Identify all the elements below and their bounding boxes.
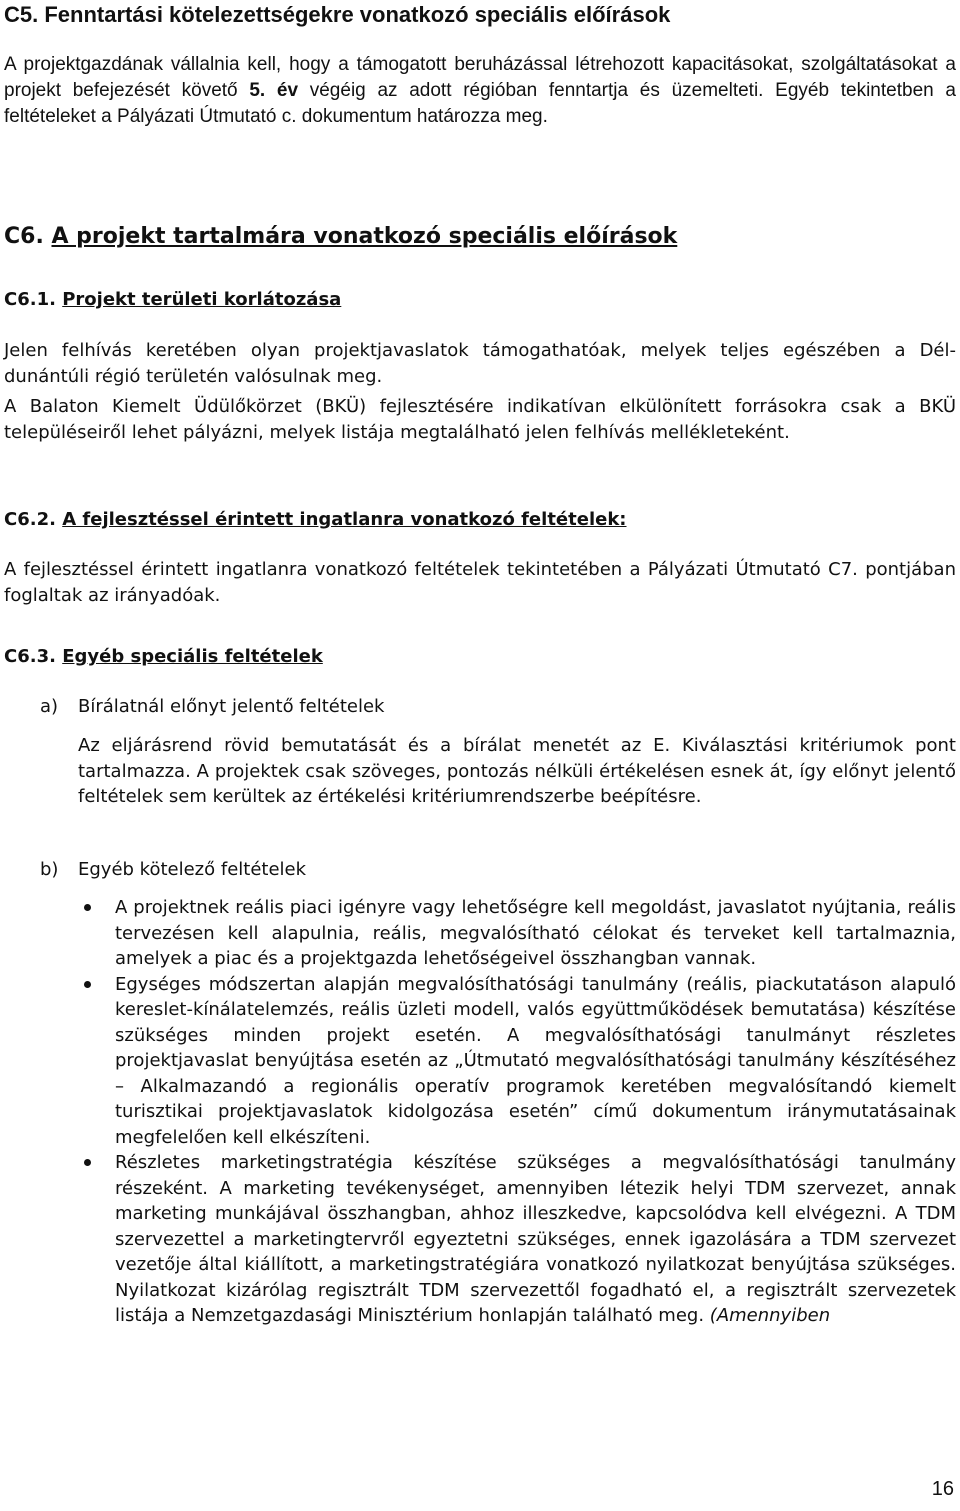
section-c6-1-heading: [4, 288, 956, 312]
item-b-title: Egyéb kötelező feltételek: [78, 859, 307, 880]
item-b-label: b): [40, 859, 59, 880]
c6-1-paragraph-1: Jelen felhívás keretében olyan projektjavaslatok támogathatóak, melyek teljes egészében a Dél-dunántúli régió területén valósulnak meg.: [4, 340, 956, 387]
c6-3-title: Egyéb speciális feltételek: [62, 646, 323, 667]
c5-text-part-1: A projektgazdának vállalnia kell, hogy a támogatott beruházással létrehozott kapacitásokat, szolgáltatásokat a projekt befejezését követő: [4, 54, 956, 101]
list-item-text: A projektnek reális piaci igényre vagy lehetőségre kell megoldást, javaslatot nyújtania, reális tervezésen kell alapulnia, reális, megvalósítható célokat és terveket kell tartalmaznia, amelyek a piac és a projektgazda lehetőségeivel összhangban vannak.: [115, 897, 956, 969]
c6-1-paragraph-2: A Balaton Kiemelt Üdülőkörzet (BKÜ) fejlesztésére indikatívan elkülönített forrásokra csak a BKÜ településeiről lehet pályázni, melyek listája megtalálható jelen felhívás mellékleteként.: [4, 396, 956, 443]
item-a-heading: [40, 694, 956, 720]
bullet-icon: [84, 981, 91, 988]
item-a-title: Bírálatnál előnyt jelentő feltételek: [78, 696, 385, 717]
section-c6-3-heading: [4, 645, 956, 669]
c5-text-part-2: végéig az adott régióban fenntartja és üzemelteti. Egyéb tekintetben a feltételeket a Pályázati Útmutató c. dokumentum határozza meg.: [4, 80, 956, 127]
item-a-label: a): [40, 696, 59, 717]
list-item: [4, 895, 956, 972]
item-a-paragraph: Az eljárásrend rövid bemutatását és a bírálat menetét az E. Kiválasztási kritériumok pont tartalmazza. A projektek csak szöveges, pontozás nélküli értékelésen esnek át, így előnyt jelentő feltételek sem kerültek az értékelési kritériumrendszerbe beépítésre.: [78, 735, 956, 807]
c6-title: A projekt tartalmára vonatkozó speciális előírások: [51, 224, 678, 249]
bullet-icon: [84, 904, 91, 911]
page-number: 16: [931, 1478, 954, 1500]
c5-bold-years: 5. év: [249, 80, 299, 101]
c6-2-number: C6.2.: [4, 509, 56, 530]
list-item-text: Egységes módszertan alapján megvalósíthatósági tanulmány (reális, piackutatáson alapuló kereslet-kínálatelemzés, reális üzleti modell, valós együttműködések bemutatása) készítése szükséges minden projekt esetén. A megvalósíthatósági tanulmányt részletes projektjavaslat benyújtása esetén az „Útmutató megvalósíthatósági tanulmány készítéséhez – Alkalmazandó a regionális operatív programok keretében megvalósítandó kiemelt turisztikai projektjavaslatok kidolgozása esetén” című dokumentum iránymutatásainak megfelelően kell elkészíteni.: [115, 973, 956, 1148]
bullet-icon: [84, 1159, 91, 1166]
c6-2-paragraph: A fejlesztéssel érintett ingatlanra vonatkozó feltételek tekintetében a Pályázati Útmutató C7. pontjában foglaltak az irányadóak.: [4, 559, 956, 606]
requirements-list: [4, 895, 956, 1329]
c6-3-number: C6.3.: [4, 646, 56, 667]
list-item-italic: (Amennyiben: [709, 1305, 831, 1326]
list-item: [4, 1150, 956, 1329]
c6-2-title: A fejlesztéssel érintett ingatlanra vonatkozó feltételek:: [62, 509, 627, 530]
c6-1-number: C6.1.: [4, 289, 56, 310]
c6-1-title: Projekt területi korlátozása: [62, 289, 342, 310]
section-c5-paragraph: [4, 52, 956, 130]
section-c6-heading: [4, 224, 956, 250]
c6-number: C6.: [4, 224, 44, 249]
section-c5-heading: C5. Fenntartási kötelezettségekre vonatkozó speciális előírások: [4, 2, 671, 27]
list-item-text: Részletes marketingstratégia készítése szükséges a megvalósíthatósági tanulmány részeként. A marketing tevékenységet, amennyiben létezik helyi TDM szervezet, annak marketing munkájával összhangban, ahhoz illeszkedve, kapcsolódva kell elvégezni. A TDM szervezettel a marketingtervről egyeztetni szükséges, ennek igazolására a TDM szervezet vezetője által kiállított, a marketingstratégiára vonatkozó nyilatkozat benyújtása szükséges. Nyilatkozat kizárólag regisztrált TDM szervezettől fogadható el, a regisztrált szervezetek listája a Nemzetgazdasági Minisztérium honlapján található meg.: [115, 1152, 956, 1326]
item-b-heading: [40, 857, 956, 883]
list-item: [4, 972, 956, 1151]
section-c6-2-heading: [4, 508, 956, 532]
